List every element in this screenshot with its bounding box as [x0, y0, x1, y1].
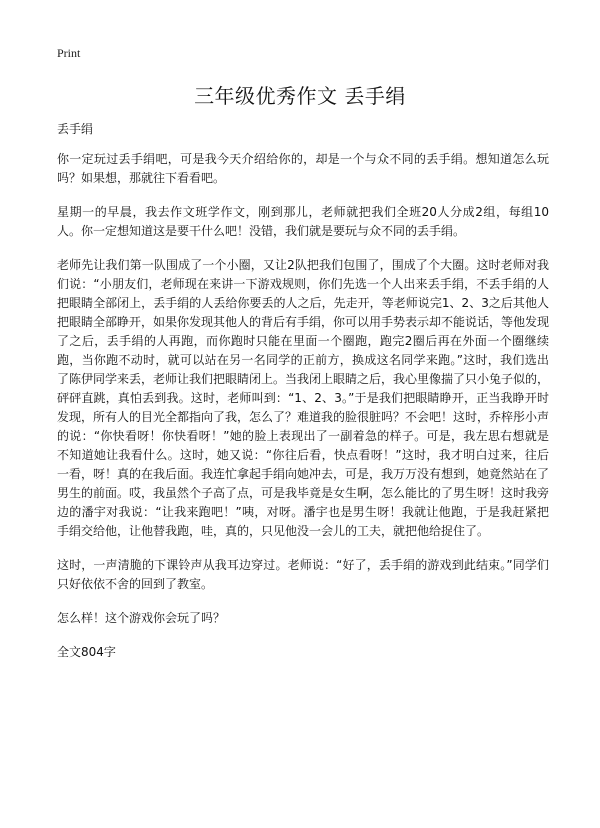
paragraph: 这时，一声清脆的下课铃声从我耳边穿过。老师说：“好了，丢手绢的游戏到此结束。”同学们只好依依不舍的回到了教室。 — [57, 558, 549, 591]
paragraph: 你一定玩过丢手绢吧，可是我今天介绍给你的，却是一个与众不同的丢手绢。想知道怎么玩吗？如果想，那就往下看看吧。 — [57, 152, 549, 185]
page-title: 三年级优秀作文 丢手绢 — [194, 84, 406, 108]
word-count: 全文804字 — [57, 645, 116, 659]
paragraph: 怎么样！这个游戏你会玩了吗？ — [57, 611, 226, 625]
print-link[interactable]: Print — [57, 46, 81, 60]
article-subtitle: 丢手绢 — [57, 122, 94, 136]
paragraph: 老师先让我们第一队围成了一个小圈，又让2队把我们包围了，围成了个大圈。这时老师对我们说：“小朋友们，老师现在来讲一下游戏规则，你们先选一个人出来丢手绢，不丢手绢的人把眼睛全部闭上，丢手绢的人丢给你要丢的人之后，先走开，等老师说完1、2、3之后其他人把眼睛全部睁开，如果你发现其他人的背后有手绢，你可以用手势表示却不能说话，等他发现了之后，丢手绢的人再跑，而你跑时只能在里面一个圈跑，跑完2圈后再在外面一个圈继续跑，当你跑不动时，就可以站在另一名同学的正前方，换成这名同学来跑。”这时，我们选出了陈伊同学来丢，老师让我们把眼睛闭上。当我闭上眼睛之后，我心里像揣了只小兔子似的，砰砰直跳，真怕丢到我。这时，老师叫到：“1、2、3。”于是我们把眼睛睁开，正当我睁开时发现，所有人的目光全都指向了我，怎么了？难道我的脸很脏吗？不会吧！这时，乔梓彤小声的说：“你快看呀！你快看呀！”她的脸上表现出了一副着急的样子。可是，我左思右想就是不知道她让我看什么。这时，她又说：“你往后看，快点看呀！”这时，我才明白过来，往后一看，呀！真的在我后面。我连忙拿起手绢向她冲去，可是，我万万没有想到，她竟然站在了男生的前面。哎，我虽然个子高了点，可是我毕竟是女生啊，怎么能比的了男生呀！这时我旁边的潘宇对我说：“让我来跑吧！”咦，对呀。潘宇也是男生呀！我就让他跑，于是我赶紧把手绢交给他，让他替我跑，哇，真的，只见他没一会儿的工夫，就把他给捉住了。 — [57, 258, 550, 538]
paragraph: 星期一的早晨，我去作文班学作文，刚到那儿，老师就把我们全班20人分成2组，每组10人。你一定想知道这是要干什么吧！没错，我们就是要玩与众不同的丢手绢。 — [57, 205, 549, 238]
article-body — [57, 150, 549, 662]
